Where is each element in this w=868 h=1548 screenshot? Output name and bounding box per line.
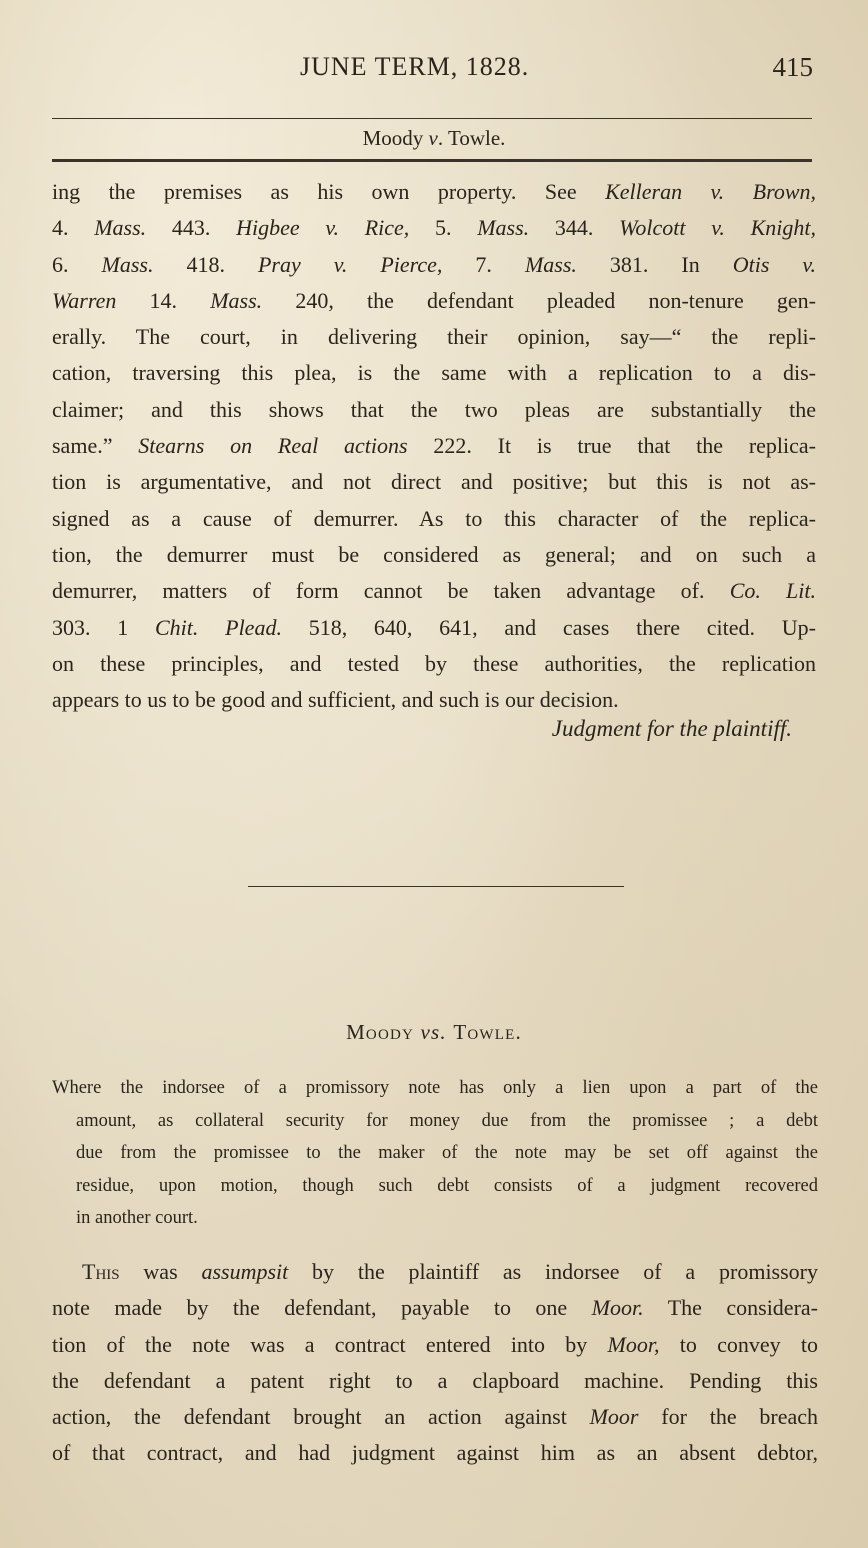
opinion-text xyxy=(52,174,816,718)
text-segment: 222. It is true that the replica- xyxy=(407,433,816,459)
header-rule-bottom xyxy=(52,159,812,162)
text-segment: amount, as collateral security for money due from the promissee ; a debt xyxy=(76,1110,818,1131)
text-segment: demurrer, matters of form cannot be taken advantage of. xyxy=(52,578,730,604)
text-segment: action, the defendant brought an action against xyxy=(52,1404,590,1430)
text-segment: 381. In xyxy=(576,251,733,277)
text-segment: 344. xyxy=(529,215,620,241)
text-segment: Warren xyxy=(52,287,117,313)
text-segment: 4. xyxy=(52,215,95,241)
text-segment: by the plaintiff as indorsee of a promissory xyxy=(288,1259,819,1284)
text-segment: 418. xyxy=(153,251,258,277)
judgment-line: Judgment for the plaintiff. xyxy=(551,716,792,741)
text-segment: 14. xyxy=(116,287,211,313)
opinion-line xyxy=(52,247,816,283)
text-segment: Co. Lit. xyxy=(729,578,816,604)
text-segment: note made by the defendant, payable to one xyxy=(52,1295,592,1321)
headnote xyxy=(52,1072,818,1235)
text-segment: Moor xyxy=(589,1404,639,1430)
text-segment: tion of the note was a contract entered into by xyxy=(52,1331,608,1357)
opinion-line xyxy=(52,319,816,355)
text-segment: Otis v. xyxy=(732,251,817,277)
text-segment: cation, traversing this plea, is the same with a replication to a dis- xyxy=(52,360,816,386)
text-segment: same.” xyxy=(52,433,139,459)
text-segment: 518, 640, 641, and cases there cited. Up- xyxy=(281,614,817,640)
text-segment: of that contract, and had judgment against him as an absent debtor, xyxy=(52,1440,818,1466)
heading-vs: vs. xyxy=(420,1020,447,1044)
text-segment: for the breach xyxy=(638,1404,818,1430)
opinion-line xyxy=(52,464,816,500)
opinion-line xyxy=(52,610,816,646)
running-head xyxy=(0,52,868,88)
headnote-line xyxy=(52,1072,818,1105)
opinion-line xyxy=(52,174,816,210)
heading-party-1: Moody xyxy=(346,1020,415,1044)
text-segment: erally. The court, in delivering their opinion, say—“ the repli- xyxy=(52,324,816,350)
caption-party-1: Moody xyxy=(362,126,424,150)
opinion-line xyxy=(52,210,816,246)
caption-party-2: . Towle. xyxy=(437,126,506,150)
text-segment: 5. xyxy=(409,215,478,241)
opinion-line xyxy=(52,283,816,319)
text-segment: on these principles, and tested by these authorities, the replication xyxy=(52,650,816,676)
text-segment: This xyxy=(82,1259,120,1284)
text-segment: residue, upon motion, though such debt consists of a judgment recovered xyxy=(76,1175,818,1196)
opinion-line xyxy=(52,682,816,718)
statement-line xyxy=(52,1290,818,1326)
text-segment: Moor. xyxy=(591,1295,644,1321)
text-segment: appears to us to be good and sufficient, and such is our decision. xyxy=(52,687,619,713)
text-segment: Mass. xyxy=(524,251,577,277)
headnote-line xyxy=(52,1137,818,1170)
text-segment: 443. xyxy=(146,215,237,241)
text-segment: to convey to xyxy=(659,1331,818,1357)
statement-line xyxy=(52,1435,818,1471)
text-segment: 240, the defendant pleaded non-tenure gen- xyxy=(262,287,816,313)
caption-v: v xyxy=(428,126,438,150)
text-segment: signed as a cause of demurrer. As to this character of the replica- xyxy=(52,505,816,531)
statement-line xyxy=(52,1363,818,1399)
text-segment: due from the promissee to the maker of the note may be set off against the xyxy=(76,1143,818,1163)
text-segment: assumpsit xyxy=(201,1259,289,1284)
headnote-line xyxy=(52,1105,818,1138)
text-segment: Chit. Plead. xyxy=(154,614,282,640)
text-segment: Mass. xyxy=(210,287,263,313)
text-segment: tion, the demurrer must be considered as general; and on such a xyxy=(52,541,816,567)
text-segment: ing the premises as his own property. See xyxy=(52,179,606,204)
text-segment: 6. xyxy=(52,251,102,277)
headnote-line xyxy=(52,1170,818,1203)
header-rule-top xyxy=(52,118,812,119)
case-statement xyxy=(52,1254,818,1472)
statement-line xyxy=(52,1399,818,1435)
text-segment: tion is argumentative, and not direct and positive; but this is not as- xyxy=(52,469,816,495)
opinion-line xyxy=(52,501,816,537)
text-segment: was xyxy=(119,1259,202,1284)
statement-line xyxy=(52,1327,818,1363)
text-segment: the defendant a patent right to a clapboard machine. Pending this xyxy=(52,1367,818,1393)
text-segment: 303. 1 xyxy=(52,614,155,640)
opinion-line xyxy=(52,537,816,573)
opinion-line xyxy=(52,573,816,609)
section-divider xyxy=(248,886,624,887)
text-segment: The considera- xyxy=(643,1295,818,1321)
text-segment: Wolcott v. Knight, xyxy=(619,215,816,241)
page-number: 415 xyxy=(772,52,813,82)
text-segment: 7. xyxy=(442,251,525,277)
heading-party-2: Towle. xyxy=(453,1020,522,1044)
headnote-line xyxy=(52,1202,818,1235)
case-heading xyxy=(0,1020,868,1045)
opinion-line xyxy=(52,355,816,391)
text-segment: Where the indorsee of a promissory note has only a lien upon a part of the xyxy=(52,1078,818,1098)
text-segment: Higbee v. Rice, xyxy=(236,215,410,241)
text-segment: Mass. xyxy=(94,215,147,241)
text-segment: Kelleran v. Brown, xyxy=(605,179,817,204)
opinion-line xyxy=(52,392,816,428)
text-segment: Stearns on Real actions xyxy=(138,433,408,459)
text-segment: Moor, xyxy=(607,1331,660,1357)
case-caption xyxy=(0,126,868,151)
statement-line xyxy=(52,1254,818,1290)
opinion-line xyxy=(52,646,816,682)
text-segment: Mass. xyxy=(477,215,530,241)
text-segment: claimer; and this shows that the two pleas are substantially the xyxy=(52,396,816,422)
running-title: JUNE TERM, 1828. xyxy=(300,52,530,81)
text-segment: Mass. xyxy=(101,251,154,277)
opinion-line xyxy=(52,428,816,464)
text-segment: in another court. xyxy=(76,1208,198,1228)
text-segment: Pray v. Pierce, xyxy=(257,251,443,277)
